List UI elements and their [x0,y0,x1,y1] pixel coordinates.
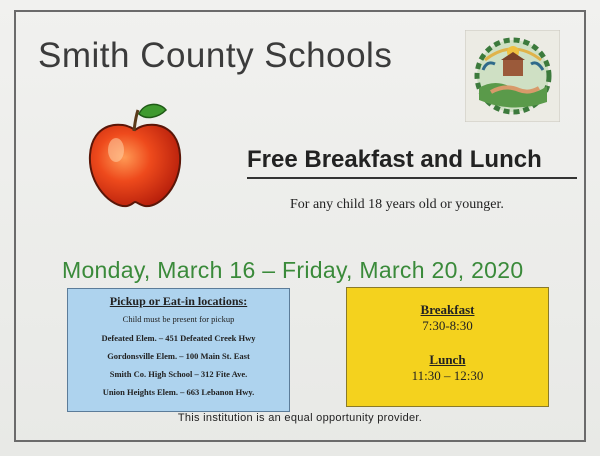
breakfast-time: 7:30-8:30 [422,318,473,333]
page-title: Smith County Schools [38,36,393,75]
location-item: Union Heights Elem. – 663 Lebanon Hwy. [102,387,255,397]
location-item: Smith Co. High School – 312 Fite Ave. [109,369,248,379]
location-item: Defeated Elem. – 451 Defeated Creek Hwy [101,333,256,343]
eligibility-text: For any child 18 years old or younger. [290,197,504,212]
locations-note: Child must be present for pickup [122,314,235,324]
lunch-time: 11:30 – 12:30 [411,368,484,383]
locations-box [67,288,290,412]
location-item: Gordonsville Elem. – 100 Main St. East [107,351,250,361]
breakfast-label: Breakfast [420,302,475,317]
meal-times-box [346,287,549,407]
date-range: Monday, March 16 – Friday, March 20, 2020 [62,257,524,283]
lunch-label: Lunch [429,352,466,367]
apple-icon [82,100,188,212]
county-seal-logo [465,30,560,122]
headline: Free Breakfast and Lunch [247,146,577,179]
footer-statement: This institution is an equal opportunity provider. [177,412,423,424]
locations-heading: Pickup or Eat-in locations: [109,294,248,308]
locations-list [68,333,289,397]
